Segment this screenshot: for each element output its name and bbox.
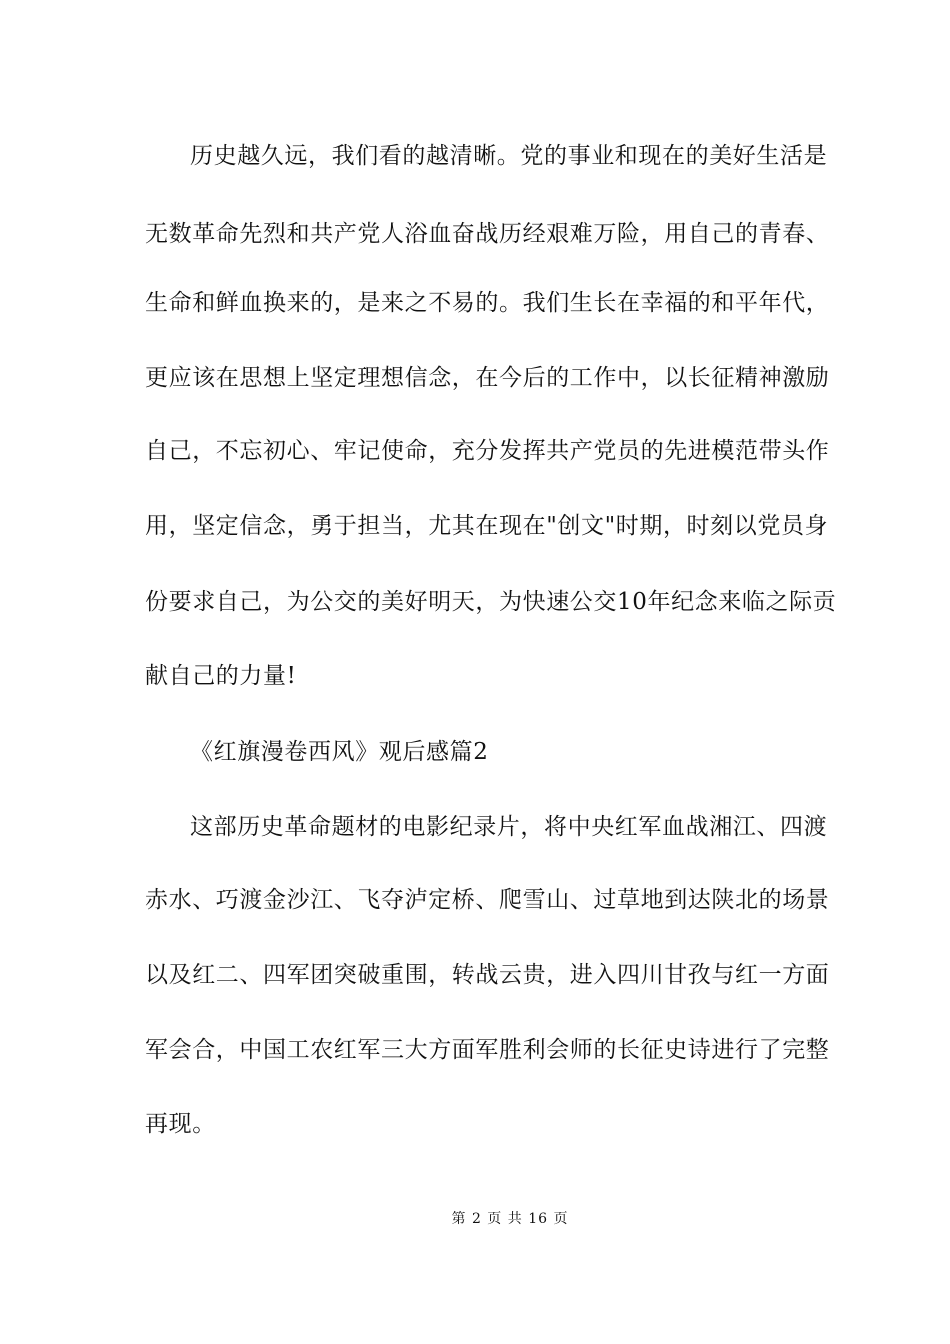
paragraph-line: 用，坚定信念，勇于担当，尤其在现在"创文"时期，时刻以党员身 (145, 513, 829, 539)
paragraph-line: 献自己的力量! (145, 663, 297, 689)
paragraph-line: 自己，不忘初心、牢记使命，充分发挥共产党员的先进模范带头作 (145, 438, 830, 464)
paragraph-line: 军会合，中国工农红军三大方面军胜利会师的长征史诗进行了完整 (145, 1037, 830, 1063)
paragraph-line: 历史越久远，我们看的越清晰。党的事业和现在的美好生活是 (190, 143, 828, 169)
paragraph-line: 赤水、巧渡金沙江、飞夺泸定桥、爬雪山、过草地到达陕北的场景 (145, 887, 830, 913)
page-number-footer: 第 2 页 共 16 页 (451, 1211, 569, 1227)
paragraph-line: 再现。 (145, 1111, 216, 1137)
paragraph-line: 这部历史革命题材的电影纪录片，将中央红军血战湘江、四渡 (190, 814, 828, 840)
paragraph-line: 无数革命先烈和共产党人浴血奋战历经艰难万险，用自己的青春、 (145, 221, 830, 247)
paragraph-line: 更应该在思想上坚定理想信念，在今后的工作中，以长征精神激励 (145, 365, 830, 391)
section-heading: 《红旗漫卷西风》观后感篇2 (190, 739, 489, 765)
paragraph-line: 份要求自己，为公交的美好明天，为快速公交10年纪念来临之际贡 (145, 589, 837, 615)
paragraph-line: 以及红二、四军团突破重围，转战云贵，进入四川甘孜与红一方面 (145, 962, 830, 988)
paragraph-line: 生命和鲜血换来的，是来之不易的。我们生长在幸福的和平年代， (145, 290, 830, 316)
